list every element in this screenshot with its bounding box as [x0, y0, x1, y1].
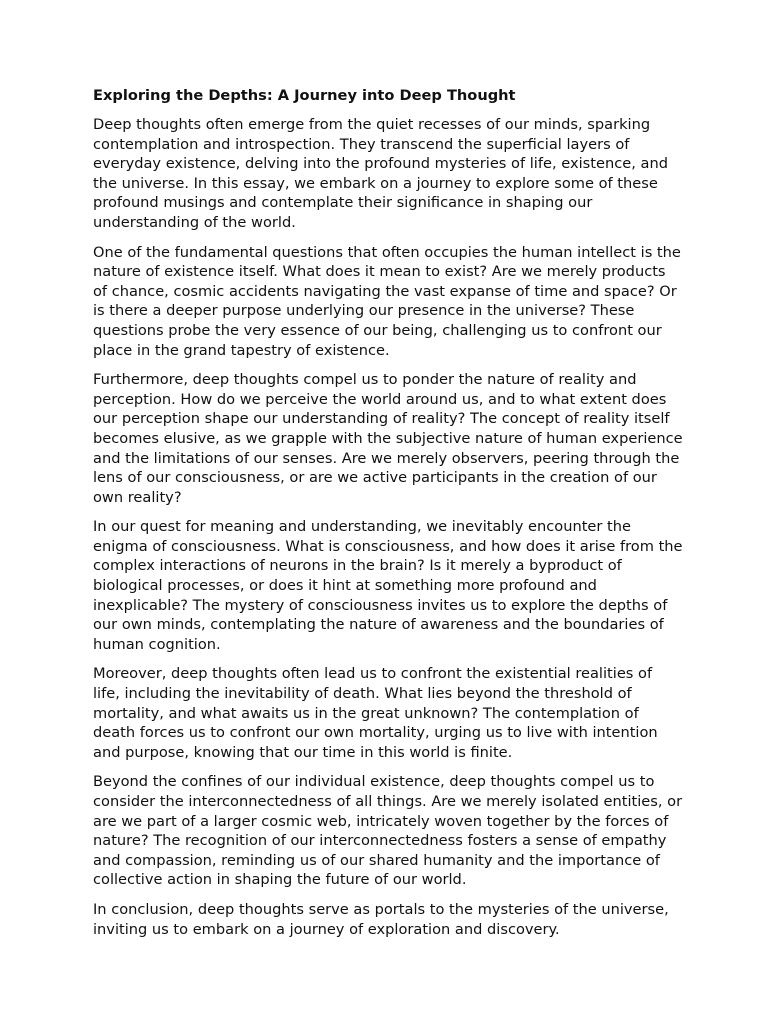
paragraph-2: One of the fundamental questions that often occupies the human intellect is the nature of existence itself. What does it mean to exist? Are we merely products of chance, cosmic accidents navigating the vast expanse of time and space? Or is there a deeper purpose underlying our presence in the universe? These questions probe the very essence of our being, challenging us to confront our place in the grand tapestry of existence. — [93, 243, 681, 359]
paragraph-7: In conclusion, deep thoughts serve as portals to the mysteries of the universe, inviting us to embark on a journey of exploration and discovery. — [93, 900, 669, 938]
paragraph-6: Beyond the confines of our individual existence, deep thoughts compel us to consider the interconnectedness of all things. Are we merely isolated entities, or are we part of a larger cosmic web, intricately woven together by the forces of nature? The recognition of our interconnectedness fosters a sense of empathy and compassion, reminding us of our shared humanity and the importance of collective action in shaping the future of our world. — [93, 773, 683, 889]
paragraph-1: Deep thoughts often emerge from the quiet recesses of our minds, sparking contemplation and introspection. They transcend the superficial layers of everyday existence, delving into the profound mysteries of life, existence, and the universe. In this essay, we embark on a journey to explore some of these profound musings and contemplate their significance in shaping our understanding of the world. — [93, 116, 668, 231]
paragraph-4: In our quest for meaning and understanding, we inevitably encounter the enigma of consciousness. What is consciousness, and how does it arise from the complex interactions of neurons in the brain? Is it merely a byproduct of biological processes, or does it hint at something more profound and inexplicable? The mystery of consciousness invites us to explore the depths of our own minds, contemplating the nature of awareness and the boundaries of human cognition. — [93, 518, 683, 653]
document-page — [93, 86, 683, 949]
paragraph-5: Moreover, deep thoughts often lead us to confront the existential realities of life, including the inevitability of death. What lies beyond the threshold of mortality, and what awaits us in the great unknown? The contemplation of death forces us to confront our own mortality, urging us to live with intention and purpose, knowing that our time in this world is finite. — [93, 665, 658, 761]
document-title: Exploring the Depths: A Journey into Deep Thought — [93, 87, 516, 104]
paragraph-3: Furthermore, deep thoughts compel us to ponder the nature of reality and perception. How do we perceive the world around us, and to what extent does our perception shape our understanding of reality? The concept of reality itself becomes elusive, as we grapple with the subjective nature of human experience and the limitations of our senses. Are we merely observers, peering through the lens of our consciousness, or are we active participants in the creation of our own reality? — [93, 371, 683, 506]
